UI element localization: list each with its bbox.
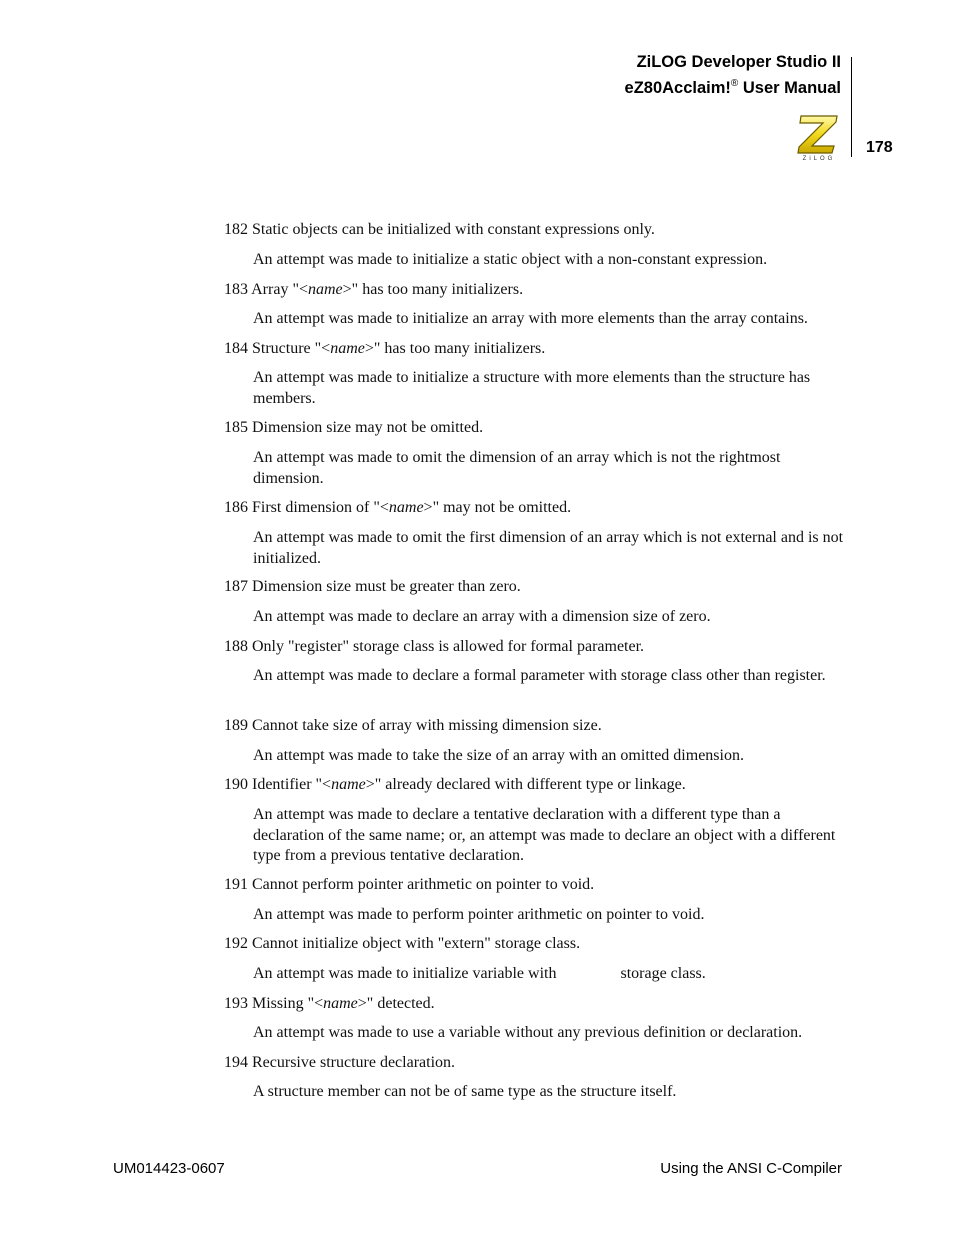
error-message: Cannot perform pointer arithmetic on pointer to void. <box>252 876 595 893</box>
error-entry-189 <box>224 716 844 736</box>
placeholder-name: name <box>323 995 358 1012</box>
error-code: 184 <box>224 340 248 357</box>
error-entry-191 <box>224 875 844 895</box>
error-description: An attempt was made to declare a tentative declaration with a different type than a declaration of the same name; or, an attempt was made to declare an object with a different type from a previous tentative declaration. <box>253 806 836 864</box>
error-message-suffix: >" already declared with different type or linkage. <box>365 776 686 793</box>
error-message-prefix: Missing "< <box>252 995 324 1012</box>
error-entry-186 <box>224 498 844 518</box>
error-description: An attempt was made to initialize an array with more elements than the array contains. <box>253 310 808 327</box>
error-description: An attempt was made to declare a formal parameter with storage class other than register. <box>253 667 826 684</box>
error-code: 189 <box>224 717 248 734</box>
error-code: 182 <box>224 221 248 238</box>
error-message: Dimension size may not be omitted. <box>252 419 484 436</box>
error-entry-185 <box>224 418 844 438</box>
error-description: An attempt was made to take the size of an array with an omitted dimension. <box>253 747 744 764</box>
error-message: Only "register" storage class is allowed for formal parameter. <box>252 638 645 655</box>
manual-label: User Manual <box>738 79 841 97</box>
title-line-1: ZiLOG Developer Studio II <box>636 53 841 71</box>
error-entry-188 <box>224 637 844 657</box>
error-description: An attempt was made to perform pointer arithmetic on pointer to void. <box>253 906 705 923</box>
title-line-2 <box>625 73 841 99</box>
error-message-suffix: >" has too many initializers. <box>364 340 546 357</box>
zilog-logo <box>796 113 842 161</box>
description-prefix: An attempt was made to initialize variable with <box>253 965 557 982</box>
error-message: Cannot take size of array with missing dimension size. <box>252 717 602 734</box>
error-code: 190 <box>224 776 248 793</box>
error-code: 188 <box>224 638 248 655</box>
error-message-suffix: >" may not be omitted. <box>423 499 572 516</box>
error-entry-182 <box>224 220 844 240</box>
registered-mark: ® <box>730 78 739 89</box>
placeholder-name: name <box>331 776 366 793</box>
error-message-suffix: >" has too many initializers. <box>342 281 524 298</box>
error-message-suffix: >" detected. <box>357 995 435 1012</box>
footer-section-title: Using the ANSI C-Compiler <box>660 1160 842 1177</box>
error-entry-193 <box>224 994 844 1014</box>
error-message-prefix: Array "< <box>251 281 308 298</box>
error-message: Dimension size must be greater than zero. <box>252 578 521 595</box>
error-message: Static objects can be initialized with constant expressions only. <box>252 221 655 238</box>
error-description <box>253 964 845 985</box>
error-entry-183 <box>224 280 844 300</box>
product-name: eZ80Acclaim! <box>624 79 731 97</box>
error-message: Cannot initialize object with "extern" storage class. <box>252 935 581 952</box>
error-description: An attempt was made to initialize a structure with more elements than the structure has members. <box>253 369 811 407</box>
error-code: 183 <box>224 281 248 298</box>
error-code: 192 <box>224 935 248 952</box>
error-code: 186 <box>224 499 248 516</box>
error-description: A structure member can not be of same type as the structure itself. <box>253 1083 677 1100</box>
error-entry-194 <box>224 1053 844 1073</box>
header-divider <box>851 57 852 157</box>
error-description: An attempt was made to declare an array with a dimension size of zero. <box>253 608 711 625</box>
error-message-prefix: Identifier "< <box>252 776 332 793</box>
error-entry-190 <box>224 775 844 795</box>
error-code: 194 <box>224 1054 248 1071</box>
error-entry-192 <box>224 934 844 954</box>
error-code: 187 <box>224 578 248 595</box>
error-code: 191 <box>224 876 248 893</box>
error-description: An attempt was made to use a variable without any previous definition or declaration. <box>253 1024 803 1041</box>
page-number: 178 <box>866 139 893 156</box>
logo-text: ZiLOG <box>802 156 836 161</box>
error-message: Recursive structure declaration. <box>252 1054 456 1071</box>
error-code: 185 <box>224 419 248 436</box>
error-description: An attempt was made to omit the dimension of an array which is not the rightmost dimension. <box>253 449 781 487</box>
placeholder-name: name <box>308 281 343 298</box>
error-description: An attempt was made to initialize a static object with a non-constant expression. <box>253 251 768 268</box>
error-message-prefix: First dimension of "< <box>252 499 389 516</box>
footer-doc-id: UM014423-0607 <box>113 1160 225 1177</box>
document-title <box>625 52 841 99</box>
error-description: An attempt was made to omit the first dimension of an array which is not external and is not initialized. <box>253 529 844 567</box>
error-entry-184 <box>224 339 844 359</box>
error-entry-187 <box>224 577 844 597</box>
error-message-prefix: Structure "< <box>252 340 331 357</box>
error-code: 193 <box>224 995 248 1012</box>
description-suffix: storage class. <box>620 965 706 982</box>
placeholder-name: name <box>388 499 424 516</box>
placeholder-name: name <box>330 340 365 357</box>
